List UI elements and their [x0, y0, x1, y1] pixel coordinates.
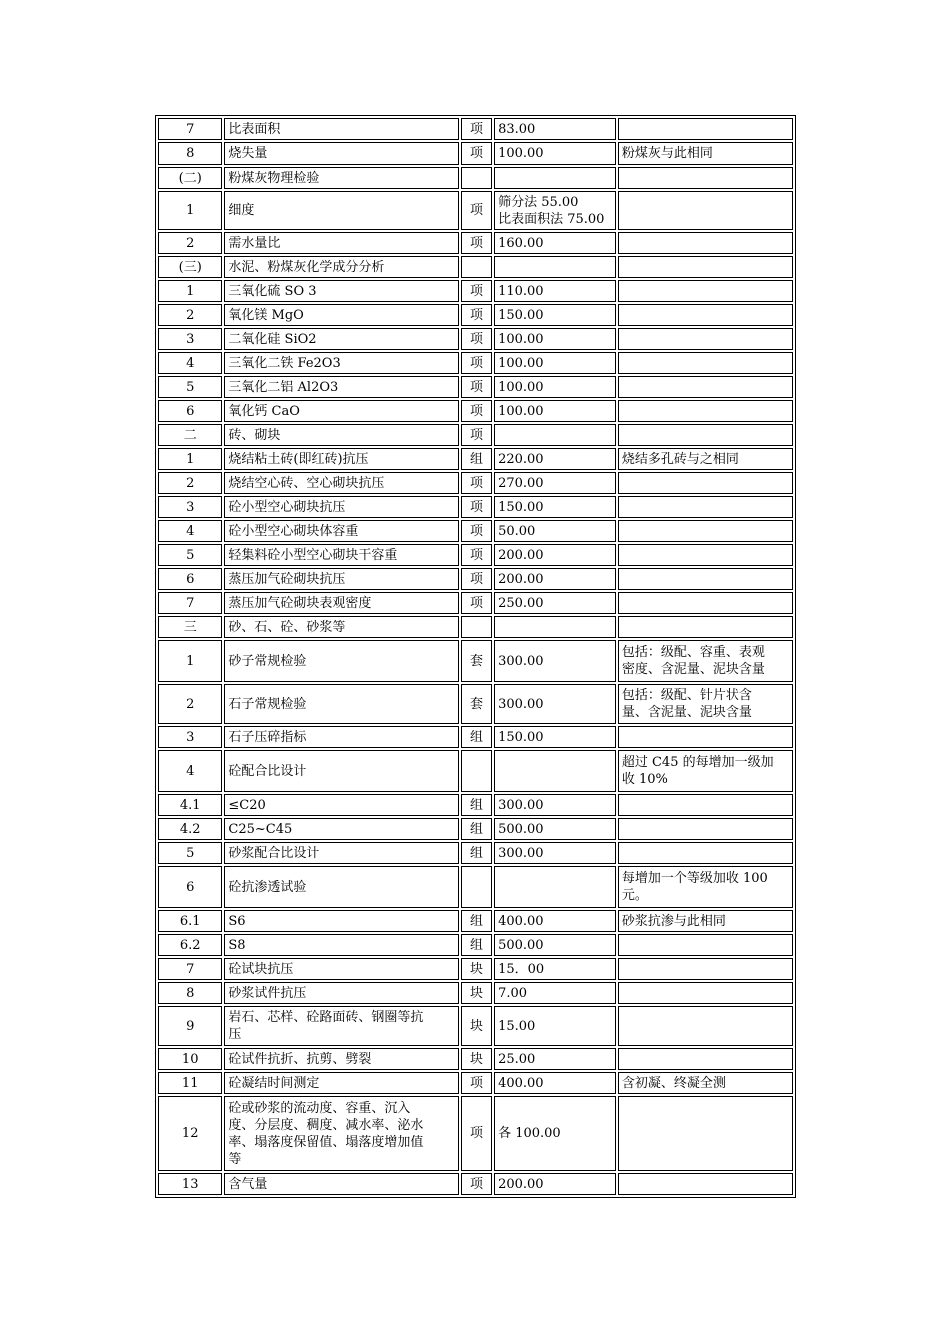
item-price: 200.00: [494, 1173, 616, 1195]
item-note: [618, 616, 793, 638]
item-price: 110.00: [494, 280, 616, 302]
item-unit: 项: [461, 142, 492, 165]
item-note: [618, 472, 793, 494]
item-number: 5: [158, 544, 222, 566]
item-price: 300.00: [494, 640, 616, 682]
item-price: [494, 750, 616, 792]
table-row: [158, 472, 793, 494]
item-unit: 项: [461, 544, 492, 566]
item-unit: 项: [461, 376, 492, 398]
item-price: 150.00: [494, 496, 616, 518]
item-note: 烧结多孔砖与之相同: [618, 448, 793, 470]
item-price: 各 100.00: [494, 1096, 616, 1171]
item-note: [618, 400, 793, 422]
item-number: 6.2: [158, 934, 222, 956]
item-unit: 项: [461, 352, 492, 374]
item-number: 7: [158, 118, 222, 140]
item-note: [618, 280, 793, 302]
table-row: [158, 794, 793, 816]
item-unit: 块: [461, 982, 492, 1004]
item-unit: 项: [461, 118, 492, 140]
table-row: [158, 352, 793, 374]
item-name: 烧失量: [224, 142, 458, 165]
item-number: 2: [158, 472, 222, 494]
item-number: 6: [158, 568, 222, 590]
table-row: [158, 592, 793, 614]
item-name: 轻集料砼小型空心砌块干容重: [224, 544, 458, 566]
item-number: 5: [158, 842, 222, 864]
item-unit: 块: [461, 958, 492, 980]
item-unit: 项: [461, 568, 492, 590]
item-price: 100.00: [494, 352, 616, 374]
item-note: [618, 818, 793, 840]
item-unit: 项: [461, 424, 492, 446]
item-name: 砼小型空心砌块抗压: [224, 496, 458, 518]
item-price: 100.00: [494, 400, 616, 422]
table-row: [158, 1048, 793, 1070]
item-unit: 项: [461, 520, 492, 542]
item-note: [618, 496, 793, 518]
item-note: [618, 934, 793, 956]
table-row: [158, 544, 793, 566]
item-price: 100.00: [494, 328, 616, 350]
item-number: (二): [158, 167, 222, 189]
item-note: 砂浆抗渗与此相同: [618, 910, 793, 932]
item-price: 400.00: [494, 910, 616, 932]
item-unit: 项: [461, 592, 492, 614]
table-row: [158, 1006, 793, 1046]
table-row: [158, 726, 793, 748]
price-table-body: [158, 118, 793, 1195]
item-price: 100.00: [494, 376, 616, 398]
item-number: 2: [158, 684, 222, 724]
item-name: 砼抗渗透试验: [224, 866, 458, 908]
item-note: [618, 726, 793, 748]
table-row: [158, 167, 793, 189]
item-price: 200.00: [494, 568, 616, 590]
item-price: [494, 616, 616, 638]
item-note: [618, 1048, 793, 1070]
item-name: 比表面积: [224, 118, 458, 140]
item-note: [618, 191, 793, 230]
item-name: 砼小型空心砌块体容重: [224, 520, 458, 542]
item-name: 砂子常规检验: [224, 640, 458, 682]
table-row: [158, 256, 793, 278]
item-price: [494, 424, 616, 446]
item-name: 氧化镁 MgO: [224, 304, 458, 326]
item-price: 100.00: [494, 142, 616, 165]
item-number: 13: [158, 1173, 222, 1195]
item-unit: 项: [461, 1096, 492, 1171]
item-price: 15．00: [494, 958, 616, 980]
item-name: 三氧化硫 SO 3: [224, 280, 458, 302]
item-unit: 项: [461, 496, 492, 518]
item-number: 1: [158, 640, 222, 682]
table-row: [158, 818, 793, 840]
table-row: [158, 448, 793, 470]
item-name: 氧化钙 CaO: [224, 400, 458, 422]
item-unit: 块: [461, 1048, 492, 1070]
item-unit: 组: [461, 726, 492, 748]
item-number: 11: [158, 1072, 222, 1094]
item-note: [618, 376, 793, 398]
item-name: 砖、砌块: [224, 424, 458, 446]
item-price: [494, 256, 616, 278]
item-number: 3: [158, 496, 222, 518]
item-name: 砼试块抗压: [224, 958, 458, 980]
item-note: [618, 1006, 793, 1046]
item-number: 8: [158, 142, 222, 165]
item-number: 6: [158, 400, 222, 422]
item-unit: 组: [461, 934, 492, 956]
item-unit: 项: [461, 232, 492, 254]
item-note: [618, 982, 793, 1004]
item-name: 蒸压加气砼砌块表观密度: [224, 592, 458, 614]
table-row: [158, 982, 793, 1004]
item-number: 4.1: [158, 794, 222, 816]
item-name: 含气量: [224, 1173, 458, 1195]
item-unit: 组: [461, 842, 492, 864]
item-price: 400.00: [494, 1072, 616, 1094]
item-name: ≤C20: [224, 794, 458, 816]
item-price: [494, 167, 616, 189]
item-number: 4.2: [158, 818, 222, 840]
item-number: (三): [158, 256, 222, 278]
table-row: [158, 1096, 793, 1171]
item-number: 1: [158, 448, 222, 470]
item-number: 10: [158, 1048, 222, 1070]
item-name: 砼试件抗折、抗剪、劈裂: [224, 1048, 458, 1070]
item-name: 砂、石、砼、砂浆等: [224, 616, 458, 638]
item-name: S6: [224, 910, 458, 932]
item-unit: 组: [461, 818, 492, 840]
item-unit: 项: [461, 472, 492, 494]
item-name: 石子常规检验: [224, 684, 458, 724]
item-note: 超过 C45 的每增加一级加 收 10%: [618, 750, 793, 792]
item-name: 二氧化硅 SiO2: [224, 328, 458, 350]
item-number: 5: [158, 376, 222, 398]
item-note: 包括：级配、容重、表观 密度、含泥量、泥块含量: [618, 640, 793, 682]
item-unit: 组: [461, 448, 492, 470]
item-unit: [461, 167, 492, 189]
item-price: 83.00: [494, 118, 616, 140]
item-number: 9: [158, 1006, 222, 1046]
table-row: [158, 866, 793, 908]
item-name: 岩石、芯样、砼路面砖、钢圈等抗 压: [224, 1006, 458, 1046]
table-row: [158, 328, 793, 350]
table-row: [158, 520, 793, 542]
table-row: [158, 280, 793, 302]
item-unit: 项: [461, 1173, 492, 1195]
item-number: 2: [158, 304, 222, 326]
table-row: [158, 934, 793, 956]
item-name: 蒸压加气砼砌块抗压: [224, 568, 458, 590]
item-note: [618, 958, 793, 980]
item-name: 三氧化二铝 Al2O3: [224, 376, 458, 398]
item-note: [618, 794, 793, 816]
item-unit: 套: [461, 640, 492, 682]
item-number: 12: [158, 1096, 222, 1171]
table-row: [158, 142, 793, 165]
item-unit: 项: [461, 280, 492, 302]
item-price: [494, 866, 616, 908]
item-note: [618, 592, 793, 614]
item-note: [618, 424, 793, 446]
item-number: 三: [158, 616, 222, 638]
item-note: [618, 352, 793, 374]
table-row: [158, 191, 793, 230]
item-price: 15.00: [494, 1006, 616, 1046]
item-number: 1: [158, 280, 222, 302]
item-name: 烧结粘土砖(即红砖)抗压: [224, 448, 458, 470]
item-note: [618, 118, 793, 140]
item-number: 二: [158, 424, 222, 446]
item-note: [618, 544, 793, 566]
item-number: 6: [158, 866, 222, 908]
item-unit: [461, 616, 492, 638]
item-number: 8: [158, 982, 222, 1004]
table-row: [158, 232, 793, 254]
table-row: [158, 1173, 793, 1195]
item-note: [618, 256, 793, 278]
item-price: 300.00: [494, 794, 616, 816]
item-price: 270.00: [494, 472, 616, 494]
table-row: [158, 750, 793, 792]
item-name: 细度: [224, 191, 458, 230]
item-note: [618, 1096, 793, 1171]
item-note: [618, 1173, 793, 1195]
table-row: [158, 958, 793, 980]
item-price: 25.00: [494, 1048, 616, 1070]
item-note: 每增加一个等级加收 100 元。: [618, 866, 793, 908]
item-note: [618, 842, 793, 864]
table-row: [158, 616, 793, 638]
item-note: 含初凝、终凝全测: [618, 1072, 793, 1094]
item-note: 粉煤灰与此相同: [618, 142, 793, 165]
table-row: [158, 1072, 793, 1094]
item-unit: 项: [461, 328, 492, 350]
table-row: [158, 640, 793, 682]
item-price: 筛分法 55.00 比表面积法 75.00: [494, 191, 616, 230]
item-price: 500.00: [494, 818, 616, 840]
table-row: [158, 496, 793, 518]
item-note: [618, 304, 793, 326]
item-number: 7: [158, 592, 222, 614]
table-row: [158, 910, 793, 932]
price-table: [155, 115, 796, 1198]
item-unit: [461, 750, 492, 792]
item-price: 300.00: [494, 842, 616, 864]
item-name: 三氧化二铁 Fe2O3: [224, 352, 458, 374]
item-name: 砼或砂浆的流动度、容重、沉入 度、分层度、稠度、减水率、泌水 率、塌落度保留值、塌落度增加值 等: [224, 1096, 458, 1171]
item-unit: [461, 866, 492, 908]
item-number: 3: [158, 726, 222, 748]
table-row: [158, 568, 793, 590]
item-unit: 组: [461, 910, 492, 932]
item-number: 3: [158, 328, 222, 350]
item-unit: 块: [461, 1006, 492, 1046]
item-unit: 组: [461, 794, 492, 816]
item-price: 220.00: [494, 448, 616, 470]
item-name: 水泥、粉煤灰化学成分分析: [224, 256, 458, 278]
item-unit: [461, 256, 492, 278]
item-price: 200.00: [494, 544, 616, 566]
item-unit: 项: [461, 191, 492, 230]
item-price: 150.00: [494, 726, 616, 748]
item-name: 砂浆试件抗压: [224, 982, 458, 1004]
item-price: 150.00: [494, 304, 616, 326]
item-price: 50.00: [494, 520, 616, 542]
item-unit: 项: [461, 1072, 492, 1094]
item-note: [618, 328, 793, 350]
item-number: 1: [158, 191, 222, 230]
item-name: 砂浆配合比设计: [224, 842, 458, 864]
item-price: 7.00: [494, 982, 616, 1004]
table-row: [158, 684, 793, 724]
item-name: 粉煤灰物理检验: [224, 167, 458, 189]
item-number: 4: [158, 520, 222, 542]
item-name: 石子压碎指标: [224, 726, 458, 748]
item-name: 需水量比: [224, 232, 458, 254]
item-price: 300.00: [494, 684, 616, 724]
item-unit: 项: [461, 304, 492, 326]
table-row: [158, 400, 793, 422]
item-number: 4: [158, 352, 222, 374]
item-note: [618, 568, 793, 590]
item-note: [618, 232, 793, 254]
item-number: 6.1: [158, 910, 222, 932]
item-note: 包括：级配、针片状含 量、含泥量、泥块含量: [618, 684, 793, 724]
table-row: [158, 118, 793, 140]
table-row: [158, 304, 793, 326]
table-row: [158, 376, 793, 398]
item-unit: 套: [461, 684, 492, 724]
item-unit: 项: [461, 400, 492, 422]
item-name: 砼凝结时间测定: [224, 1072, 458, 1094]
item-number: 7: [158, 958, 222, 980]
item-name: C25~C45: [224, 818, 458, 840]
item-name: 烧结空心砖、空心砌块抗压: [224, 472, 458, 494]
item-name: 砼配合比设计: [224, 750, 458, 792]
table-row: [158, 424, 793, 446]
item-price: 500.00: [494, 934, 616, 956]
item-number: 4: [158, 750, 222, 792]
item-note: [618, 520, 793, 542]
item-price: 160.00: [494, 232, 616, 254]
table-row: [158, 842, 793, 864]
item-name: S8: [224, 934, 458, 956]
item-number: 2: [158, 232, 222, 254]
item-price: 250.00: [494, 592, 616, 614]
item-note: [618, 167, 793, 189]
